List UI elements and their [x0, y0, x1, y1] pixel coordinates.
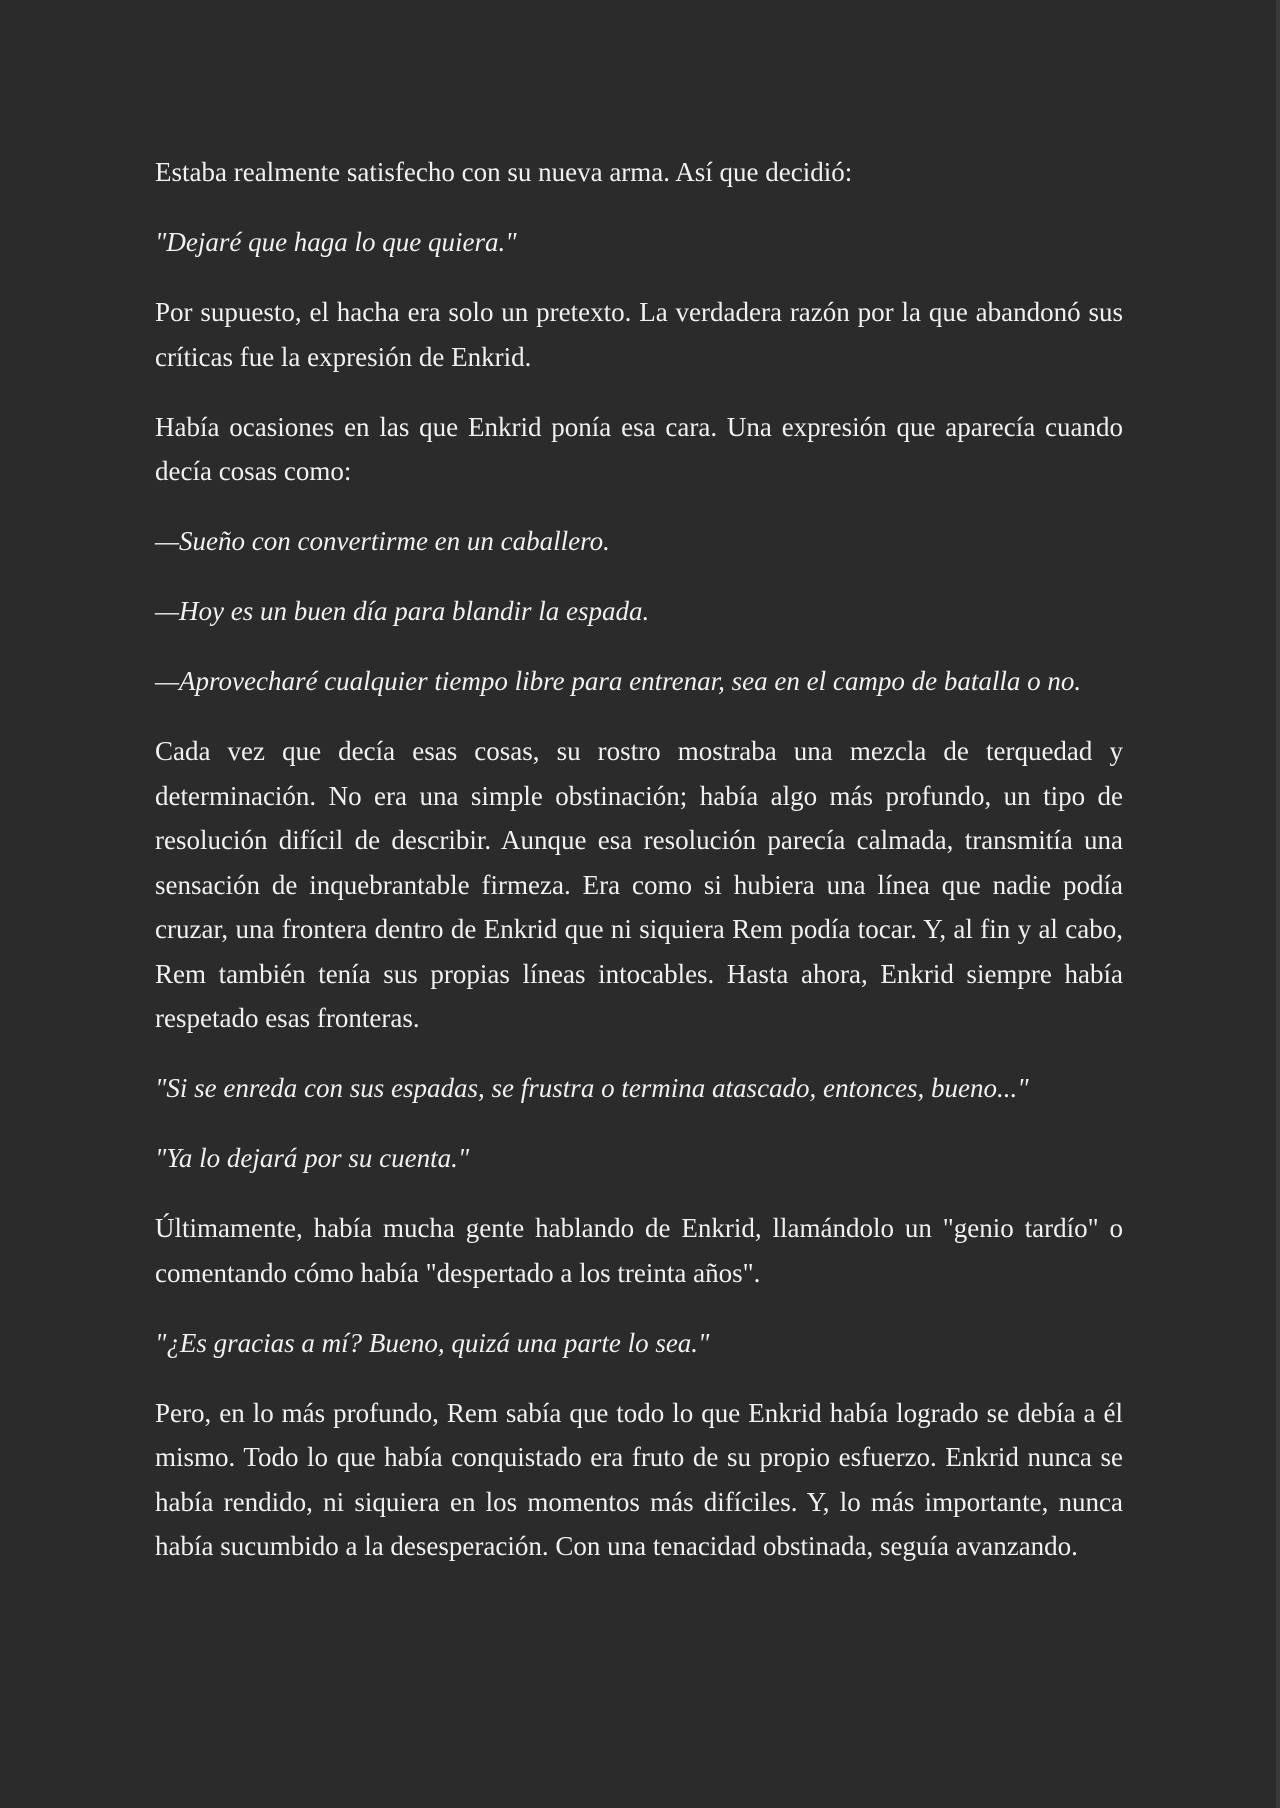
dialogue-line: —Hoy es un buen día para blandir la espada. [155, 596, 650, 626]
page-edge [1276, 0, 1280, 1808]
dialogue-line: —Aprovecharé cualquier tiempo libre para entrenar, sea en el campo de batalla o no. [155, 666, 1082, 696]
dialogue-line: "Dejaré que haga lo que quiera." [155, 227, 517, 257]
paragraph: Últimamente, había mucha gente hablando de Enkrid, llamándolo un "genio tardío" o comentando cómo había "despertado a los treinta años". [155, 1213, 1123, 1288]
dialogue-line: "Ya lo dejará por su cuenta." [155, 1143, 470, 1173]
paragraph: Por supuesto, el hacha era solo un pretexto. La verdadera razón por la que abandonó sus críticas fue la expresión de Enkrid. [155, 297, 1123, 372]
paragraph: Estaba realmente satisfecho con su nueva arma. Así que decidió: [155, 157, 853, 187]
dialogue-line: —Sueño con convertirme en un caballero. [155, 526, 610, 556]
dialogue-line: "¿Es gracias a mí? Bueno, quizá una parte lo sea." [155, 1327, 710, 1358]
dialogue-line: "Si se enreda con sus espadas, se frustra o termina atascado, entonces, bueno..." [155, 1073, 1029, 1103]
paragraph: Pero, en lo más profundo, Rem sabía que todo lo que Enkrid había logrado se debía a él mismo. Todo lo que había conquistado era fruto de su propio esfuerzo. Enkrid nunca se había rendido, ni siquiera en los momentos más difíciles. Y, lo más importante, nunca había sucumbido a la desesperación. Con una tenacidad obstinada, seguía avanzando. [155, 1397, 1123, 1561]
paragraph: Había ocasiones en las que Enkrid ponía esa cara. Una expresión que aparecía cuando decía cosas como: [155, 411, 1123, 486]
paragraph: Cada vez que decía esas cosas, su rostro mostraba una mezcla de terquedad y determinación. No era una simple obstinación; había algo más profundo, un tipo de resolución difícil de describir. Aunque esa resolución parecía calmada, transmitía una sensación de inquebrantable firmeza. Era como si hubiera una línea que nadie podía cruzar, una frontera dentro de Enkrid que ni siquiera Rem podía tocar. Y, al fin y al cabo, Rem también tenía sus propias líneas intocables. Hasta ahora, Enkrid siempre había respetado esas fronteras. [155, 736, 1123, 1033]
chapter-text [155, 150, 1123, 1594]
